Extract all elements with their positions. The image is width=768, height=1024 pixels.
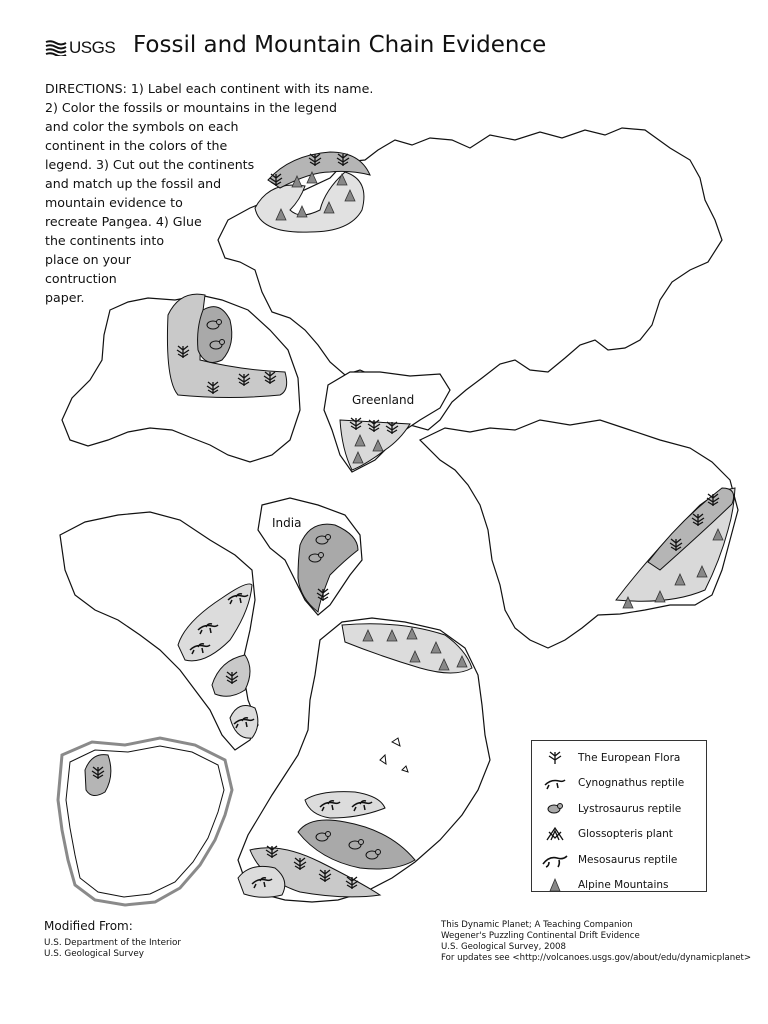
directions-line: continent in the colors of the (45, 138, 228, 153)
footer-source (44, 919, 181, 960)
directions-line: contruction (45, 271, 117, 286)
label-india: India (272, 516, 302, 530)
directions-line: 2) Color the fossils or mountains in the legend (45, 100, 337, 115)
credit-line: Wegener's Puzzling Continental Drift Evidence (441, 931, 640, 941)
label-greenland: Greenland (352, 393, 415, 407)
antarctica-mesosaurus-band (238, 866, 285, 897)
legend-item-glossopteris: Glossopteris plant (540, 822, 706, 848)
legend-box (531, 740, 707, 892)
legend-item-mesosaurus: Mesosaurus reptile (540, 847, 706, 873)
glossopteris-icon (540, 825, 570, 843)
legend-item-lystrosaurus: Lystrosaurus reptile (540, 796, 706, 822)
mountain-triangle-icon (540, 876, 570, 894)
modified-from-label: Modified From: (44, 919, 133, 933)
credit-line: This Dynamic Planet; A Teaching Companion (441, 920, 633, 930)
directions-line: and match up the fossil and (45, 176, 222, 191)
footer-credits (441, 920, 751, 964)
directions-line: paper. (45, 290, 85, 305)
credit-line: U.S. Geological Survey, 2008 (441, 942, 566, 952)
credit-url: For updates see <http://volcanoes.usgs.gov/about/edu/dynamicplanet> (441, 953, 752, 963)
lystrosaurus-band (198, 307, 232, 363)
directions-line: mountain evidence to (45, 195, 183, 210)
legend-item-cynognathus: Cynognathus reptile (540, 771, 706, 797)
legend-item-alpine-mountains: Alpine Mountains (540, 873, 706, 899)
directions-line: the continents into (45, 233, 165, 248)
logo-text: USGS (69, 38, 116, 57)
lystrosaurus-icon (540, 800, 570, 818)
european-flora-icon (540, 749, 570, 767)
mesosaurus-icon (540, 851, 570, 869)
survey-text: U.S. Geological Survey (44, 949, 144, 959)
directions-line: recreate Pangea. 4) Glue (45, 214, 202, 229)
directions-line: place on your (45, 252, 131, 267)
page-title: Fossil and Mountain Chain Evidence (133, 32, 547, 58)
directions-line: DIRECTIONS: 1) Label each continent with its name. (45, 81, 374, 96)
directions-line: and color the symbols on each (45, 119, 239, 134)
legend-item-european-flora: The European Flora (540, 745, 706, 771)
directions-line: legend. 3) Cut out the continents (45, 157, 255, 172)
department-text: U.S. Department of the Interior (44, 938, 182, 948)
cynognathus-icon (540, 774, 570, 792)
